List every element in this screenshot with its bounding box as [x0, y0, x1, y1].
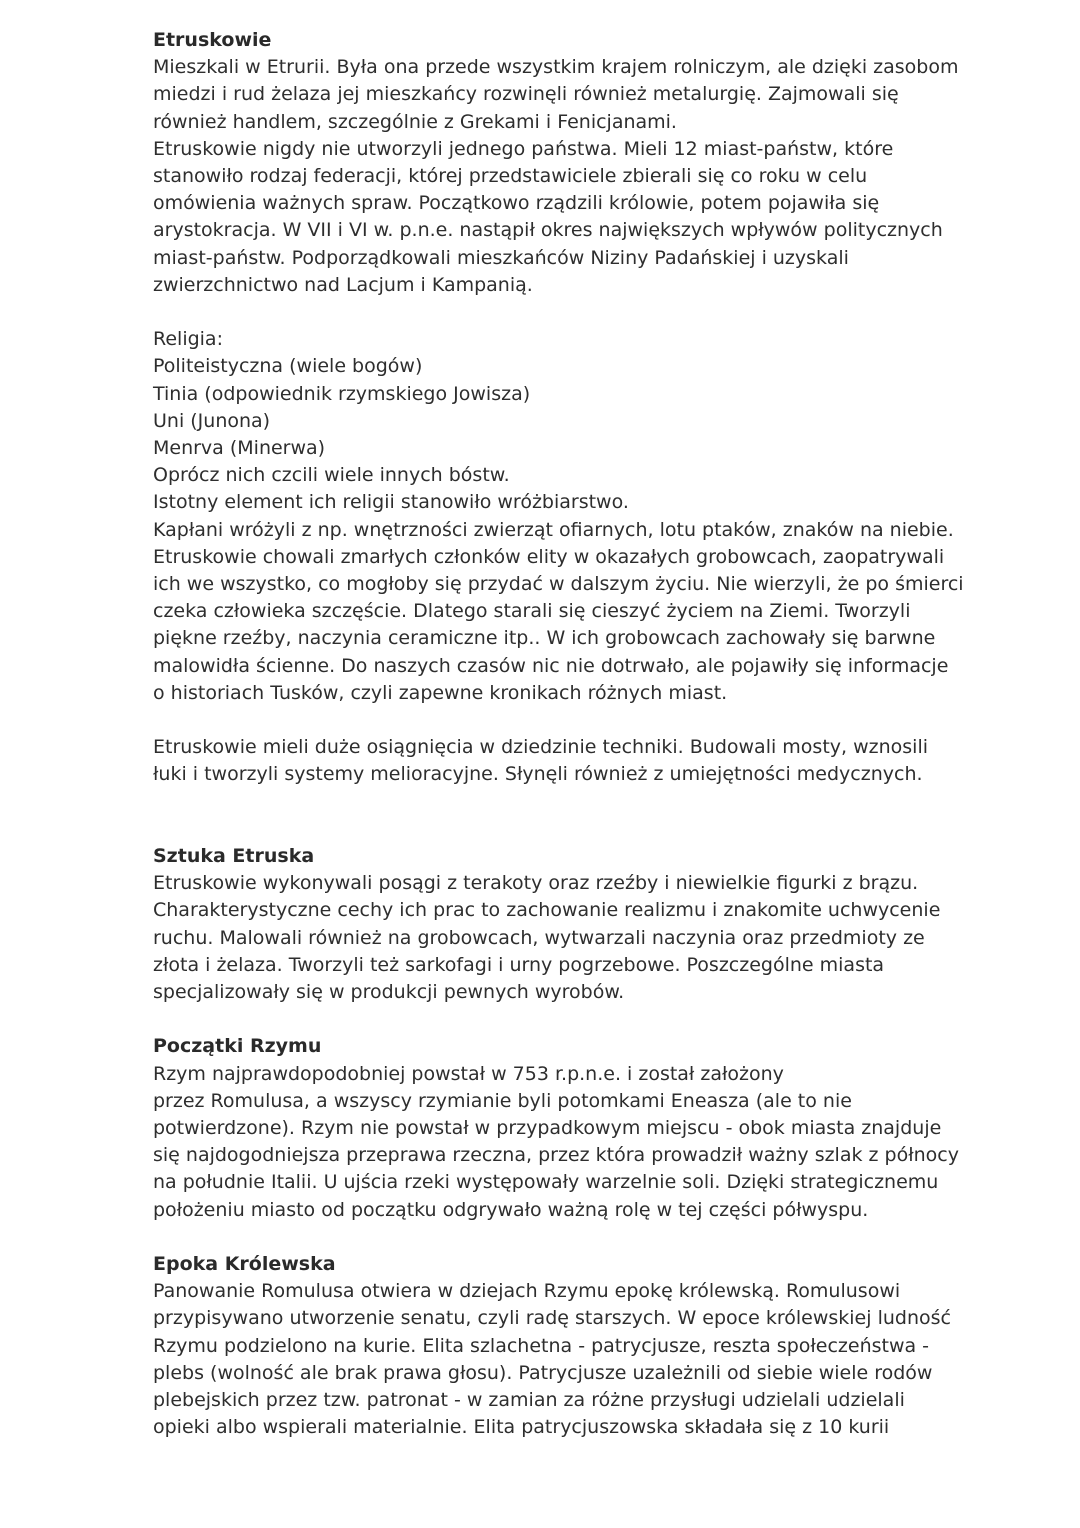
- paragraph: [153, 1061, 1053, 1224]
- text-line: przypisywano utworzenie senatu, czyli radę starszych. W epoce królewskiej ludność: [153, 1307, 951, 1330]
- text-line: Etruskowie nigdy nie utworzyli jednego państwa. Mieli 12 miast-państw, które: [153, 137, 894, 160]
- text-line: zwierzchnictwo nad Lacjum i Kampanią.: [153, 273, 533, 296]
- paragraph: [153, 734, 1053, 788]
- text-line: opieki albo wspierali materialnie. Elita patrycjuszowska składała się z 10 kurii: [153, 1416, 890, 1439]
- text-line: również handlem, szczególnie z Grekami i Fenicjanami.: [153, 110, 677, 133]
- paragraph: [153, 870, 1053, 1006]
- text-line: Rzymu podzielono na kurie. Elita szlachetna - patrycjusze, reszta społeczeństwa -: [153, 1334, 930, 1357]
- text-line: czeka człowieka szczęście. Dlatego starali się cieszyć życiem na Ziemi. Tworzyli: [153, 600, 911, 623]
- section-sztuka-etruska: [153, 843, 1053, 1006]
- text-line: łuki i tworzyli systemy melioracyjne. Słynęli również z umiejętności medycznych.: [153, 763, 923, 786]
- document-page: [153, 27, 1053, 1441]
- text-line: miedzi i rud żelaza jej mieszkańcy rozwinęli również metalurgię. Zajmowali się: [153, 83, 899, 106]
- text-line: Etruskowie wykonywali posągi z terakoty oraz rzeźby i niewielkie figurki z brązu.: [153, 872, 919, 895]
- text-line: Etruskowie chowali zmarłych członków elity w okazałych grobowcach, zaopatrywali: [153, 545, 945, 568]
- text-line: Rzym najprawdopodobniej powstał w 753 r.p.n.e. i został założony: [153, 1062, 784, 1085]
- text-line: malowidła ścienne. Do naszych czasów nic nie dotrwało, ale pojawiły się informacje: [153, 654, 949, 677]
- paragraph: [153, 54, 1053, 299]
- text-line: ruchu. Malowali również na grobowcach, wytwarzali naczynia oraz przedmioty ze: [153, 926, 925, 949]
- text-line: przez Romulusa, a wszyscy rzymianie byli potomkami Eneasza (ale to nie: [153, 1089, 852, 1112]
- text-line: plebejskich przez tzw. patronat - w zamian za różne przysługi udzielali udzielali: [153, 1389, 905, 1412]
- text-line: na południe Italii. U ujścia rzeki występowały warzelnie soli. Dzięki strategicznemu: [153, 1171, 939, 1194]
- section-etruskowie: [153, 27, 1053, 789]
- spacer: [153, 707, 1053, 734]
- text-line: Oprócz nich czcili wiele innych bóstw.: [153, 464, 510, 487]
- text-line: Panowanie Romulusa otwiera w dziejach Rzymu epokę królewską. Romulusowi: [153, 1280, 901, 1303]
- section-heading: Epoka Królewska: [153, 1253, 336, 1276]
- text-line: potwierdzone). Rzym nie powstał w przypadkowym miejscu - obok miasta znajduje: [153, 1117, 942, 1140]
- paragraph-religion: [153, 326, 1053, 707]
- text-line: Mieszkali w Etrurii. Była ona przede wszystkim krajem rolniczym, ale dzięki zasobom: [153, 56, 959, 79]
- spacer: [153, 1224, 1053, 1251]
- text-line: położeniu miasto od początku odgrywało ważną rolę w tej części półwyspu.: [153, 1198, 869, 1221]
- text-line: omówienia ważnych spraw. Początkowo rządzili królowie, potem pojawiła się: [153, 192, 880, 215]
- section-heading: Sztuka Etruska: [153, 845, 315, 868]
- text-line: złota i żelaza. Tworzyli też sarkofagi i urny pogrzebowe. Poszczególne miasta: [153, 953, 885, 976]
- text-line: Religia:: [153, 328, 223, 351]
- text-line: Charakterystyczne cechy ich prac to zachowanie realizmu i znakomite uchwycenie: [153, 899, 941, 922]
- text-line: ich we wszystko, co mogłoby się przydać w dalszym życiu. Nie wierzyli, że po śmierci: [153, 573, 964, 596]
- text-line: Etruskowie mieli duże osiągnięcia w dziedzinie techniki. Budowali mosty, wznosili: [153, 736, 929, 759]
- paragraph: [153, 1278, 1053, 1441]
- text-line: Kapłani wróżyli z np. wnętrzności zwierząt ofiarnych, lotu ptaków, znaków na niebie.: [153, 518, 954, 541]
- text-line: plebs (wolność ale brak prawa głosu). Patrycjusze uzależnili od siebie wiele rodów: [153, 1361, 933, 1384]
- section-heading: Etruskowie: [153, 29, 272, 51]
- text-line: specjalizowały się w produkcji pewnych wyrobów.: [153, 981, 625, 1004]
- text-line: piękne rzeźby, naczynia ceramiczne itp.. W ich grobowcach zachowały się barwne: [153, 627, 936, 650]
- spacer: [153, 299, 1053, 326]
- section-poczatki-rzymu: [153, 1033, 1053, 1223]
- spacer: [153, 1006, 1053, 1033]
- spacer: [153, 789, 1053, 843]
- text-line: Tinia (odpowiednik rzymskiego Jowisza): [153, 382, 531, 405]
- text-line: Menrva (Minerwa): [153, 437, 326, 460]
- text-line: miast-państw. Podporządkowali mieszkańców Niziny Padańskiej i uzyskali: [153, 246, 849, 269]
- text-line: Politeistyczna (wiele bogów): [153, 355, 423, 378]
- text-line: arystokracja. W VII i VI w. p.n.e. nastąpił okres największych wpływów politycznych: [153, 219, 943, 242]
- text-line: stanowiło rodzaj federacji, której przedstawiciele zbierali się co roku w celu: [153, 165, 868, 188]
- text-line: o historiach Tusków, czyli zapewne kronikach różnych miast.: [153, 681, 728, 704]
- text-line: Uni (Junona): [153, 409, 271, 432]
- text-line: się najdogodniejsza przeprawa rzeczna, przez która prowadził ważny szlak z północy: [153, 1144, 959, 1167]
- text-line: Istotny element ich religii stanowiło wróżbiarstwo.: [153, 491, 629, 514]
- section-heading: Początki Rzymu: [153, 1035, 322, 1058]
- section-epoka-krolewska: [153, 1251, 1053, 1441]
